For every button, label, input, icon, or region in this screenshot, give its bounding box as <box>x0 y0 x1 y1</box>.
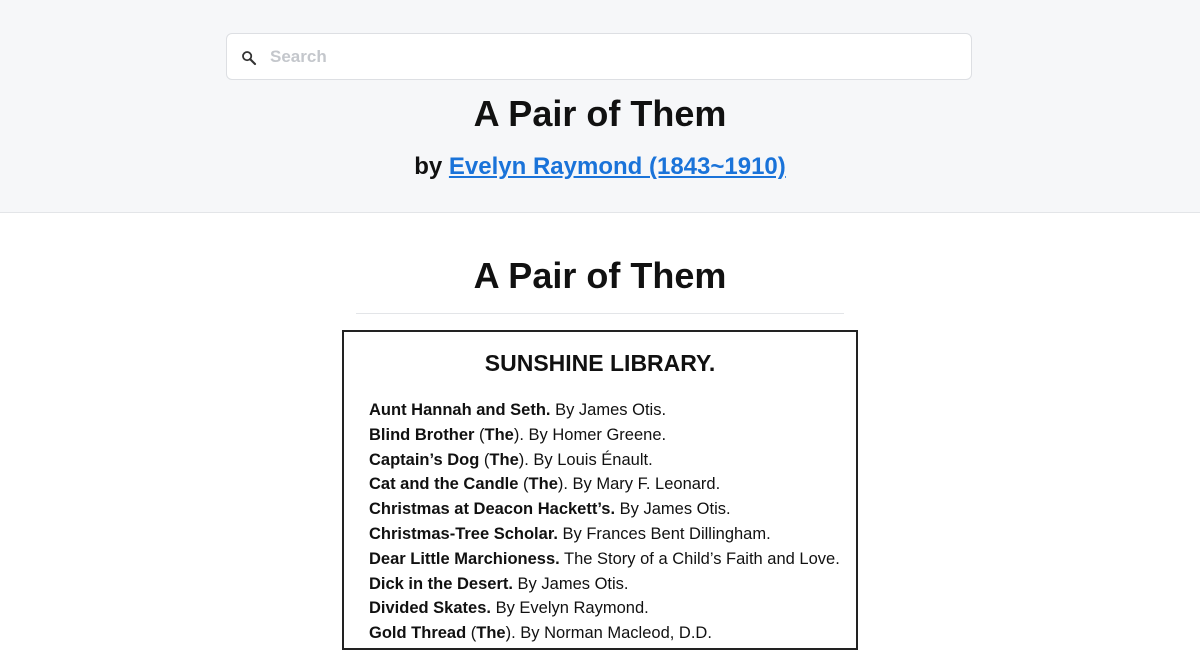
book-title-article: The <box>489 450 519 469</box>
book-list-item: Blind Brother (The). By Homer Greene. <box>369 425 667 444</box>
book-title-article: The <box>528 475 558 494</box>
book-title-article: The <box>476 624 506 643</box>
book-title: A Pair of Them <box>473 93 727 134</box>
book-list-item <box>369 572 840 597</box>
book-author-text: . By Norman Macleod, D.D. <box>511 624 712 643</box>
search-icon <box>240 49 258 67</box>
book-author-text: By Evelyn Raymond. <box>490 599 649 618</box>
book-list-item: Captain’s Dog (The). By Louis Énault. <box>369 450 653 469</box>
book-list-item <box>369 398 840 423</box>
book-title-text: Gold Thread <box>369 624 467 643</box>
search-box[interactable] <box>226 33 972 80</box>
book-author-text: The Story of a Child’s Faith and Love. <box>559 549 840 568</box>
book-author-text: By James Otis. <box>615 500 731 519</box>
book-author-text: . By Mary F. Leonard. <box>563 475 721 494</box>
book-list-item <box>369 547 840 572</box>
content-title: A Pair of Them <box>473 255 727 296</box>
search-input[interactable] <box>270 34 960 79</box>
book-title-text: Blind Brother <box>369 425 475 444</box>
byline-prefix: by <box>414 153 449 180</box>
book-list-item <box>369 522 840 547</box>
library-box <box>342 330 858 650</box>
book-title-text: Dear Little Marchioness. <box>369 549 560 568</box>
book-title-article: The <box>484 425 514 444</box>
book-list <box>369 398 840 646</box>
byline <box>0 151 1200 183</box>
book-author-text: . By Louis Énault. <box>524 450 653 469</box>
book-title-text: Aunt Hannah and Seth. <box>369 401 551 419</box>
book-title-text: Dick in the Desert. <box>369 574 513 593</box>
book-list-item <box>369 497 840 522</box>
book-title-text: Captain’s Dog <box>369 450 480 469</box>
book-title-text: Christmas at Deacon Hackett’s. <box>369 500 616 519</box>
book-list-item: Gold Thread (The). By Norman Macleod, D.D. <box>369 624 712 643</box>
book-author-text: . By Homer Greene. <box>519 425 667 444</box>
library-heading: SUNSHINE LIBRARY. <box>484 350 716 376</box>
book-author-text: By James Otis. <box>512 574 629 593</box>
book-title-text: Divided Skates. <box>369 599 491 618</box>
book-title-text: Cat and the Candle <box>369 475 519 494</box>
site-header <box>0 0 1200 213</box>
book-author-text: By Frances Bent Dillingham. <box>557 524 771 543</box>
book-list-item <box>369 596 840 621</box>
book-list-item: Cat and the Candle (The). By Mary F. Leonard. <box>369 475 721 494</box>
book-title-text: Christmas-Tree Scholar. <box>369 524 558 543</box>
author-link[interactable]: Evelyn Raymond (1843~1910) <box>448 153 786 180</box>
title-divider <box>356 313 844 314</box>
book-author-text: By James Otis. <box>550 401 667 419</box>
